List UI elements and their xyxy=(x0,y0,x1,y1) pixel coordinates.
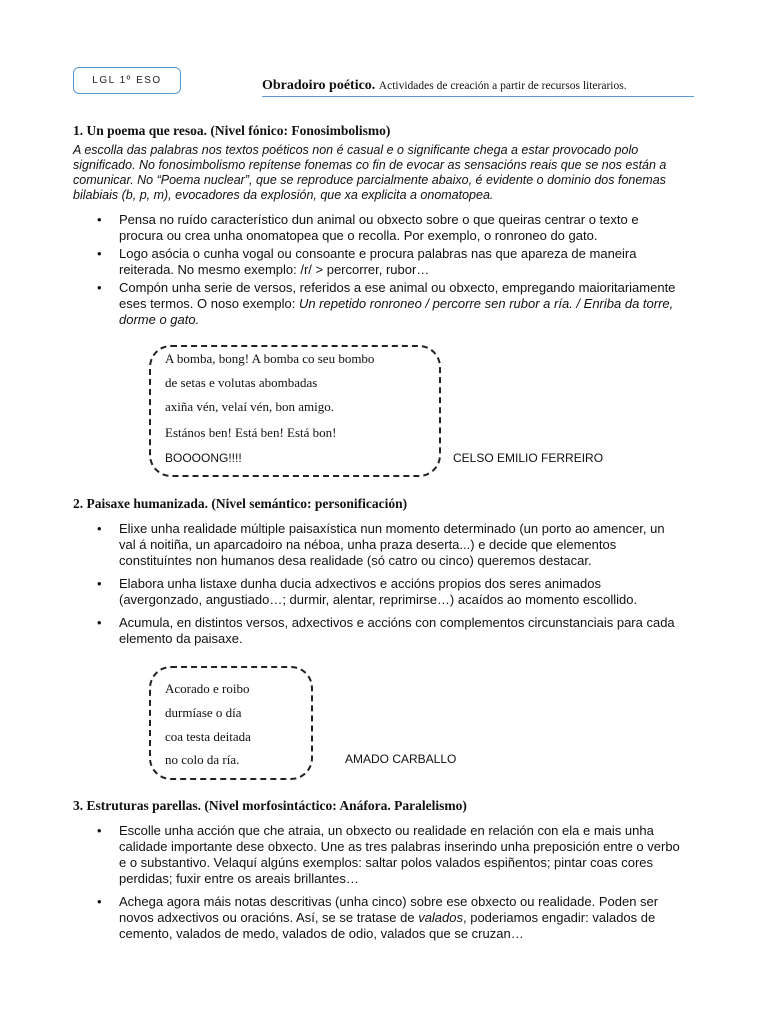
section-2-list xyxy=(73,521,683,647)
poem-author: AMADO CARBALLO xyxy=(345,752,457,766)
list-item xyxy=(73,280,683,328)
list-item-text: Compón unha serie de versos, referidos a ese animal ou obxecto, empregando maioritariamente eses termos. O noso exemplo: xyxy=(119,280,676,311)
section-1-intro: A escolla das palabras nos textos poéticos non é casual e o significante chega a estar provocado polo significado. No fonosimbolismo repítense fonemas co fin de evocar as sensacións reais que se nos están a comunicar. No “Poema nuclear”, que se reproduce parcialmente abaixo, é evidente o dominio dos fonemas bilabiais (b, p, m), evocadores da explosión, que xa explicita a onomatopea. xyxy=(73,143,667,202)
page-title: Obradoiro poético. xyxy=(262,78,376,93)
section-3-list xyxy=(73,823,683,942)
level-badge: LGL 1º ESO xyxy=(73,67,181,94)
header-divider xyxy=(262,96,694,97)
section-1-heading: 1. Un poema que resoa. (Nivel fónico: Fonosimbolismo) xyxy=(73,123,391,138)
poem-line: coa testa deitada xyxy=(165,729,251,744)
poem-line: axiña vén, velaí vén, bon amigo. xyxy=(165,399,334,414)
poem-line: durmíase o día xyxy=(165,705,242,720)
poem-line: no colo da ría. xyxy=(165,752,240,767)
poem-line: de setas e volutas abombadas xyxy=(165,375,318,390)
example-text: Un repetido ronroneo / percorre sen rubor a ría. / Enriba da torre, dorme o gato. xyxy=(119,296,674,327)
poem-line: BOOOONG!!!! xyxy=(165,451,242,465)
list-item-text: Achega agora máis notas descritivas (unha cinco) sobre ese obxecto ou realidade. Poden ser novos adxectivos ou oracións. Así, se se tratase de xyxy=(119,894,659,925)
poem-line: Acorado e roibo xyxy=(165,681,250,696)
section-1-list xyxy=(73,212,683,328)
section-3-heading: 3. Estruturas parellas. (Nivel morfosintáctico: Anáfora. Paralelismo) xyxy=(73,798,467,813)
list-item: • Elixe unha realidade múltiple paisaxística nun momento determinado (un porto ao amencer, un val á noitiña, un aparcadoiro na néboa, unha praza deserta...) e decide que elementos constituíntes non humanos desa realidade (só catro ou cinco) queremos destacar. xyxy=(73,521,683,569)
page-header xyxy=(262,78,627,94)
list-item xyxy=(73,894,683,942)
list-item: • Escolle unha acción que che atraia, un obxecto ou realidade en relación con ela e mais unha calidade importante dese obxecto. Une as tres palabras inserindo unha preposición entre o verbo e o substantivo. Velaquí algúns exemplos: saltar polos valados espiñentos; pintar coas cores perdidas; fuxir entre os areais brillantes… xyxy=(73,823,683,887)
list-item: • Elabora unha listaxe dunha ducia adxectivos e accións propios dos seres animados (avergonzado, angustiado…; durmir, alentar, reprimirse…) acaídos ao momento escollido. xyxy=(73,576,683,608)
poem-author: CELSO EMILIO FERREIRO xyxy=(453,451,604,465)
poem-line: Estános ben! Está ben! Está bon! xyxy=(165,425,337,440)
list-item: • Pensa no ruído característico dun animal ou obxecto sobre o que queiras centrar o texto e procura ou crea unha onomatopea que o recolla. Por exemplo, o ronroneo do gato. xyxy=(73,212,683,244)
example-word: valados xyxy=(418,910,463,925)
page-subtitle: Actividades de creación a partir de recursos literarios. xyxy=(378,80,627,92)
list-item-text: , poderiamos engadir: valados de cemento, valados de medo, valados de odio, valados que se cruzan… xyxy=(119,910,656,941)
section-2-heading: 2. Paisaxe humanizada. (Nivel semántico: personificación) xyxy=(73,496,408,511)
list-item: • Logo asócia o cunha vogal ou consoante e procura palabras nas que apareza de maneira reiterada. No mesmo exemplo: /r/ > percorrer, rubor… xyxy=(73,246,683,278)
poem-line: A bomba, bong! A bomba co seu bombo xyxy=(165,351,375,366)
list-item: • Acumula, en distintos versos, adxectivos e accións con complementos circunstanciais para cada elemento da paisaxe. xyxy=(73,615,683,647)
